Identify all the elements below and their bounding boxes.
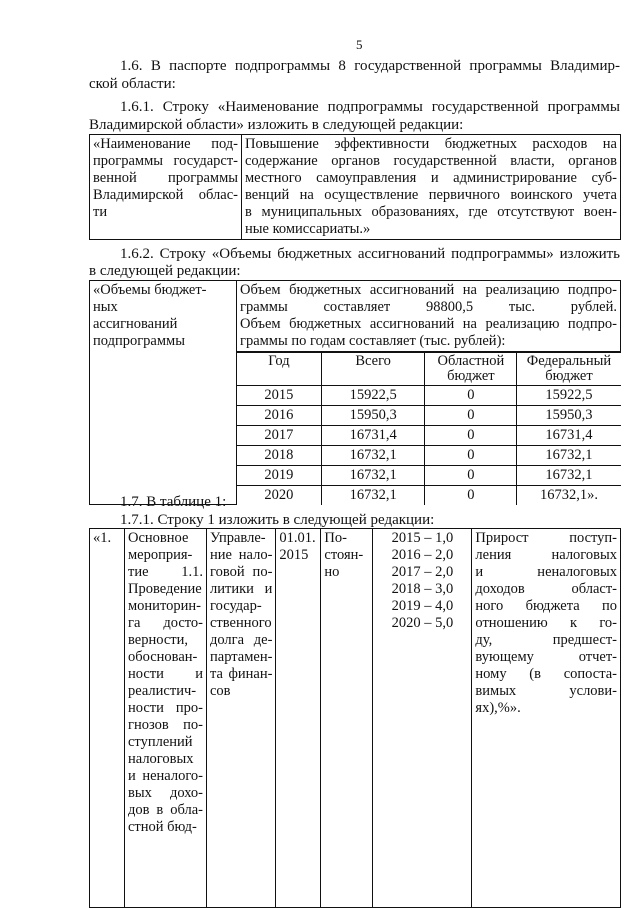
activity-name-line: вых дохо- — [128, 785, 203, 801]
subprogram-name-label-line: ти — [93, 204, 108, 220]
subprogram-name-value-line: в муниципальных образованиях, где отсутствуют воен- — [245, 204, 617, 220]
budget-label-line: ных — [93, 299, 118, 315]
page-number: 5 — [356, 37, 363, 52]
budget-cell: 0 — [425, 385, 517, 405]
activity-name-cell — [125, 529, 207, 908]
activity-table — [89, 528, 621, 908]
budget-label-line: подпрограммы — [93, 333, 185, 349]
subprogram-name-value-line: ные комиссариаты.» — [245, 221, 371, 237]
executor-line: говой по- — [210, 564, 273, 580]
executor-line: долга де- — [210, 632, 273, 648]
yearly-value-line: 2016 – 2,0 — [391, 547, 454, 563]
budget-cell: 0 — [425, 445, 517, 465]
start-date-line: 01.01. — [279, 530, 316, 546]
budget-row — [237, 385, 621, 405]
budget-cell: 15950,3 — [517, 405, 621, 425]
budget-cell: 0 — [425, 425, 517, 445]
budget-cell: 2019 — [237, 465, 321, 485]
subprogram-name-value-line: местного самоуправления и администрирование суб- — [245, 170, 617, 186]
yearly-value-line: 2020 – 5,0 — [391, 615, 454, 631]
section-1-6-2-line2: в следующей редакции: — [89, 263, 241, 279]
executor-line: сов — [210, 683, 231, 699]
section-1-6-1-line1: 1.6.1. Строку «Наименование подпрограммы государственной программы — [120, 99, 620, 115]
activity-name-line: мероприя- — [128, 547, 193, 563]
subprogram-name-table — [89, 134, 621, 240]
activity-name-line: ности и — [128, 666, 203, 682]
activity-name-line: обоснован- — [128, 649, 198, 665]
indicator-line: вующему отчет- — [475, 649, 617, 665]
budget-cell: 0 — [425, 485, 517, 505]
yearly-value-line: 2018 – 3,0 — [391, 581, 454, 597]
budget-cell: 2015 — [237, 385, 321, 405]
executor-line: партамен- — [210, 649, 273, 665]
activity-name-line: реалистич- — [128, 683, 197, 699]
activity-name-line: мониторин- — [128, 598, 201, 614]
activity-name-line: га досто- — [128, 615, 203, 631]
subprogram-name-value-cell — [242, 135, 621, 240]
budget-cell: 16731,4 — [321, 425, 425, 445]
budget-cell: 15922,5 — [517, 385, 621, 405]
subprogram-name-label-line: «Наименование под- — [93, 136, 238, 152]
budget-text-line: Объем бюджетных ассигнований на реализацию подпро- — [240, 282, 617, 298]
budget-label-cell — [90, 281, 237, 352]
budget-cell: 2018 — [237, 445, 321, 465]
activity-name-line: налоговых — [128, 751, 194, 767]
indicator-line: ному (в сопоста- — [475, 666, 617, 682]
executor-line: литики и — [210, 581, 273, 597]
budget-label-line: ассигнований — [93, 316, 178, 332]
section-1-7-1: 1.7.1. Строку 1 изложить в следующей редакции: — [120, 512, 435, 528]
indicator-line: ду, предшест- — [475, 632, 617, 648]
activity-name-line: ступлений — [128, 734, 193, 750]
subprogram-name-label-line: Владимирской облас- — [93, 187, 238, 203]
subprogram-name-label-line: венной программы — [93, 170, 238, 186]
budget-cell: 16732,1 — [517, 445, 621, 465]
activity-name-line: верности, — [128, 632, 188, 648]
budget-row — [237, 405, 621, 425]
budget-header-cell: Федеральный бюджет — [517, 352, 621, 385]
section-1-7: 1.7. В таблице 1: — [120, 494, 227, 510]
section-1-6-1-line2: Владимирской области» изложить в следующей редакции: — [89, 117, 464, 133]
activity-name-line: и неналого- — [128, 768, 203, 784]
term-cell — [321, 529, 373, 908]
yearly-value-line: 2015 – 1,0 — [391, 530, 454, 546]
budget-header-cell: Год — [237, 352, 321, 385]
indicator-line: Прирост поступ- — [475, 530, 617, 546]
budget-header-cell: Всего — [321, 352, 425, 385]
start-date-cell — [276, 529, 321, 908]
executor-line: Управле- — [210, 530, 266, 546]
indicator-line: ях),%». — [475, 700, 521, 716]
budget-table — [89, 280, 621, 505]
indicator-line: вимых услови- — [475, 683, 617, 699]
term-line: По- — [324, 530, 347, 546]
activity-name-line: стной бюд- — [128, 819, 197, 835]
budget-years-table — [237, 352, 621, 505]
budget-row — [237, 445, 621, 465]
subprogram-name-label-line: программы государст- — [93, 153, 238, 169]
budget-cell: 0 — [425, 405, 517, 425]
budget-cell: 16732,1 — [321, 485, 425, 505]
budget-cell: 15950,3 — [321, 405, 425, 425]
budget-cell: 16732,1 — [321, 465, 425, 485]
term-line: стоян- — [324, 547, 364, 563]
budget-cell: 16732,1 — [321, 445, 425, 465]
executor-line: ние нало- — [210, 547, 273, 563]
budget-text-line: Объем бюджетных ассигнований на реализацию подпро- — [240, 316, 617, 332]
executor-line: ственного — [210, 615, 272, 631]
activity-name-line: ности про- — [128, 700, 203, 716]
section-1-6-2-line1: 1.6.2. Строку «Объемы бюджетных ассигнований подпрограммы» изложить — [120, 246, 620, 262]
activity-name-line: гнозов по- — [128, 717, 203, 733]
indicator-line: и неналоговых — [475, 564, 617, 580]
budget-row — [237, 425, 621, 445]
indicator-line: доходов област- — [475, 581, 617, 597]
activity-name-line: Проведение — [128, 581, 202, 597]
budget-header-cell: Областной бюджет — [425, 352, 517, 385]
budget-cell: 16732,1». — [517, 485, 621, 505]
budget-text-cell — [237, 281, 621, 352]
subprogram-name-value-line: содержание органов государственной власти, органов — [245, 153, 617, 169]
budget-row — [237, 485, 621, 505]
section-1-6-line2: ской области: — [89, 76, 176, 92]
budget-cell: 0 — [425, 465, 517, 485]
section-1-6-line1: 1.6. В паспорте подпрограммы 8 государственной программы Владимир- — [120, 58, 620, 74]
yearly-value-line: 2019 – 4,0 — [391, 598, 454, 614]
indicator-line: ного бюджета по — [475, 598, 617, 614]
term-line: но — [324, 564, 340, 580]
subprogram-name-value-line: Повышение эффективности бюджетных расходов на — [245, 136, 617, 152]
budget-text-line: граммы по годам составляет (тыс. рублей): — [240, 333, 506, 349]
subprogram-name-value-line: венций на осуществление первичного воинского учета — [245, 187, 617, 203]
executor-line: та финан- — [210, 666, 273, 682]
indicator-line: отношению к го- — [475, 615, 617, 631]
activity-name-line: Основное — [128, 530, 189, 546]
budget-text-line: граммы составляет 98800,5 тыс. рублей. — [240, 299, 617, 315]
budget-cell: 15922,5 — [321, 385, 425, 405]
budget-cell: 2016 — [237, 405, 321, 425]
budget-cell: 16732,1 — [517, 465, 621, 485]
budget-label-line: «Объемы бюджет- — [93, 282, 207, 298]
activity-name-line: тие 1.1. — [128, 564, 203, 580]
executor-cell — [207, 529, 276, 908]
subprogram-name-label-cell — [90, 135, 242, 240]
indicator-line: ления налоговых — [475, 547, 617, 563]
budget-cell: 16731,4 — [517, 425, 621, 445]
executor-line: государ- — [210, 598, 262, 614]
activity-name-line: дов в обла- — [128, 802, 203, 818]
budget-cell: 2020 — [237, 485, 321, 505]
row-number-cell: «1. — [90, 529, 125, 908]
budget-row — [237, 465, 621, 485]
budget-cell: 2017 — [237, 425, 321, 445]
start-date-line: 2015 — [279, 547, 309, 563]
yearly-value-line: 2017 – 2,0 — [391, 564, 454, 580]
yearly-values-cell — [373, 529, 472, 908]
indicator-cell — [472, 529, 621, 908]
